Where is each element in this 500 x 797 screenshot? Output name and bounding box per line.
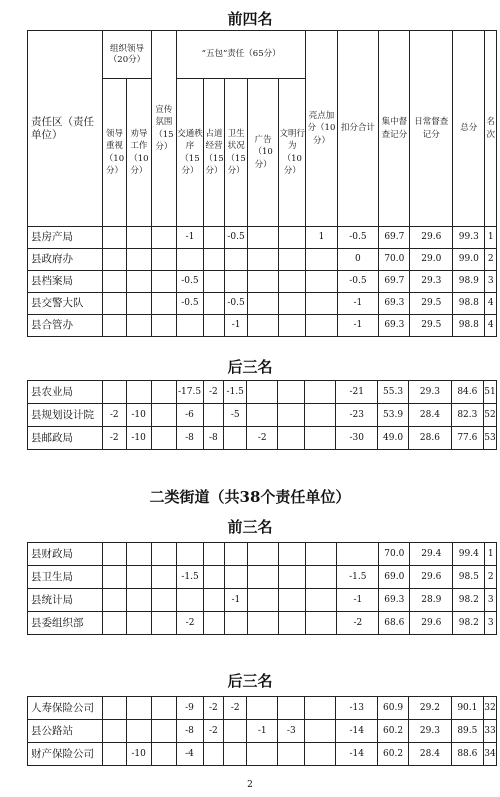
score-cell bbox=[151, 249, 176, 271]
score-cell bbox=[248, 293, 279, 315]
score-cell bbox=[306, 566, 337, 589]
score-cell bbox=[102, 720, 126, 743]
score-cell bbox=[306, 589, 337, 612]
score-cell bbox=[151, 720, 176, 743]
score-cell: 29.0 bbox=[410, 249, 453, 271]
section-title-bottom3-a: 后三名 bbox=[227, 358, 273, 376]
score-cell bbox=[127, 566, 152, 589]
score-cell: 2 bbox=[485, 566, 497, 589]
unit-name-cell: 县档案局 bbox=[28, 271, 103, 293]
header-unit: 责任区（责任单位） bbox=[28, 31, 103, 227]
score-cell: 98.8 bbox=[453, 293, 485, 315]
score-cell bbox=[248, 249, 279, 271]
score-cell: -2 bbox=[203, 381, 224, 404]
score-cell bbox=[306, 612, 337, 635]
score-cell bbox=[247, 697, 278, 720]
score-cell: -1 bbox=[337, 589, 379, 612]
unit-name-cell: 县统计局 bbox=[28, 589, 103, 612]
score-cell: 28.4 bbox=[409, 743, 452, 766]
bottom3-b-table bbox=[27, 696, 497, 766]
score-cell: -9 bbox=[176, 697, 203, 720]
score-cell: 69.3 bbox=[379, 293, 410, 315]
header-daily: 日常督查记分 bbox=[410, 31, 453, 227]
score-cell bbox=[279, 589, 306, 612]
section-title-category2: 二类街道（共38个责任单位） bbox=[149, 488, 351, 506]
unit-name-cell: 财产保险公司 bbox=[28, 743, 103, 766]
score-cell bbox=[279, 566, 306, 589]
score-cell: 28.6 bbox=[409, 427, 452, 450]
score-cell bbox=[224, 427, 247, 450]
header-ads: 广告（10分） bbox=[248, 79, 279, 227]
unit-name-cell: 县卫生局 bbox=[28, 566, 103, 589]
score-cell bbox=[103, 589, 127, 612]
header-sanitation: 卫生状况（15分） bbox=[225, 79, 248, 227]
score-cell: -1.5 bbox=[177, 566, 204, 589]
score-cell bbox=[224, 743, 247, 766]
score-cell bbox=[151, 315, 176, 337]
score-cell bbox=[203, 293, 224, 315]
table-row bbox=[28, 381, 497, 404]
score-cell bbox=[102, 227, 126, 249]
section-title-bottom3-b: 后三名 bbox=[227, 672, 273, 690]
table-row bbox=[28, 227, 497, 249]
score-cell bbox=[127, 543, 152, 566]
score-cell: 90.1 bbox=[451, 697, 483, 720]
score-cell: -0.5 bbox=[337, 271, 379, 293]
score-cell: -2 bbox=[102, 404, 126, 427]
score-cell: 98.2 bbox=[453, 612, 485, 635]
score-cell: 70.0 bbox=[379, 249, 410, 271]
score-cell: -2 bbox=[224, 697, 247, 720]
score-cell bbox=[176, 315, 203, 337]
score-cell: -1.5 bbox=[337, 566, 379, 589]
score-cell bbox=[203, 249, 224, 271]
table-row bbox=[28, 427, 497, 450]
score-cell bbox=[127, 612, 152, 635]
score-cell bbox=[278, 743, 305, 766]
score-cell: -2 bbox=[177, 612, 204, 635]
score-cell: -10 bbox=[126, 743, 151, 766]
score-cell: 99.4 bbox=[453, 543, 485, 566]
score-cell: 84.6 bbox=[451, 381, 483, 404]
header-total: 总分 bbox=[453, 31, 485, 227]
score-cell bbox=[204, 612, 225, 635]
score-cell: 29.6 bbox=[410, 227, 453, 249]
score-cell bbox=[306, 249, 337, 271]
score-cell: -23 bbox=[336, 404, 378, 427]
score-cell: 1 bbox=[485, 227, 497, 249]
table-row bbox=[28, 743, 497, 766]
top4-table bbox=[27, 30, 497, 337]
score-cell: 77.6 bbox=[451, 427, 483, 450]
bottom3-a-table bbox=[27, 380, 497, 450]
score-cell bbox=[247, 381, 278, 404]
score-cell: 99.0 bbox=[453, 249, 485, 271]
score-cell: 98.8 bbox=[453, 315, 485, 337]
score-cell: 4 bbox=[485, 315, 497, 337]
section-title-top3: 前三名 bbox=[227, 518, 273, 536]
score-cell: 4 bbox=[485, 293, 497, 315]
section-title-top4: 前四名 bbox=[227, 10, 273, 28]
table-row bbox=[28, 315, 497, 337]
score-cell: -5 bbox=[224, 404, 247, 427]
score-cell: 29.3 bbox=[410, 271, 453, 293]
score-cell bbox=[247, 743, 278, 766]
score-cell bbox=[248, 315, 279, 337]
score-cell: -8 bbox=[176, 720, 203, 743]
score-cell bbox=[177, 543, 204, 566]
score-cell: -2 bbox=[102, 427, 126, 450]
header-civil: 文明行为（10分） bbox=[279, 79, 306, 227]
score-cell bbox=[203, 743, 224, 766]
table-row bbox=[28, 612, 497, 635]
unit-name-cell: 县委组织部 bbox=[28, 612, 103, 635]
header-occupy: 占道经营（15分） bbox=[203, 79, 224, 227]
score-cell bbox=[337, 543, 379, 566]
score-cell: -1 bbox=[176, 227, 203, 249]
score-cell bbox=[203, 227, 224, 249]
score-cell bbox=[225, 249, 248, 271]
score-cell bbox=[126, 381, 151, 404]
score-cell bbox=[224, 543, 247, 566]
score-cell: -1.5 bbox=[224, 381, 247, 404]
score-cell bbox=[279, 543, 306, 566]
score-cell: 1 bbox=[485, 543, 497, 566]
header-propaganda: 宣传氛围（15分） bbox=[151, 31, 176, 227]
score-cell: 3 bbox=[485, 612, 497, 635]
score-cell bbox=[224, 612, 247, 635]
score-cell: -0.5 bbox=[225, 293, 248, 315]
score-cell: -1 bbox=[247, 720, 278, 743]
score-cell: 88.6 bbox=[451, 743, 483, 766]
score-cell bbox=[305, 720, 336, 743]
unit-name-cell: 县政府办 bbox=[28, 249, 103, 271]
score-cell: -4 bbox=[176, 743, 203, 766]
score-cell bbox=[177, 589, 204, 612]
score-cell bbox=[203, 271, 224, 293]
unit-name-cell: 县房产局 bbox=[28, 227, 103, 249]
score-cell: 3 bbox=[485, 271, 497, 293]
score-cell: 69.7 bbox=[379, 271, 410, 293]
score-cell bbox=[102, 743, 126, 766]
score-cell bbox=[204, 543, 225, 566]
score-cell bbox=[127, 589, 152, 612]
score-cell bbox=[103, 566, 127, 589]
score-cell: -30 bbox=[336, 427, 378, 450]
score-cell bbox=[151, 697, 176, 720]
score-cell: -0.5 bbox=[176, 271, 203, 293]
score-cell bbox=[306, 293, 337, 315]
score-cell: 99.3 bbox=[453, 227, 485, 249]
header-rank: 名次 bbox=[485, 31, 497, 227]
unit-name-cell: 县合管办 bbox=[28, 315, 103, 337]
score-cell bbox=[126, 293, 151, 315]
score-cell: -10 bbox=[126, 404, 151, 427]
score-cell bbox=[103, 543, 127, 566]
table-row bbox=[28, 589, 497, 612]
score-cell bbox=[305, 404, 336, 427]
score-cell bbox=[247, 612, 278, 635]
score-cell: 3 bbox=[485, 589, 497, 612]
score-cell: -1 bbox=[225, 315, 248, 337]
score-cell bbox=[126, 315, 151, 337]
score-cell bbox=[152, 612, 177, 635]
score-cell: 53 bbox=[483, 427, 496, 450]
score-cell: -14 bbox=[336, 720, 378, 743]
table-row bbox=[28, 720, 497, 743]
score-cell bbox=[305, 381, 336, 404]
score-cell: 52 bbox=[483, 404, 496, 427]
unit-name-cell: 县规划设计院 bbox=[28, 404, 103, 427]
score-cell bbox=[204, 566, 225, 589]
score-cell bbox=[306, 315, 337, 337]
score-cell: 70.0 bbox=[379, 543, 410, 566]
unit-name-cell: 人寿保险公司 bbox=[28, 697, 103, 720]
score-cell bbox=[204, 589, 225, 612]
score-cell: 0 bbox=[337, 249, 379, 271]
header-org-group: 组织领导（20分） bbox=[102, 31, 151, 79]
score-cell: -8 bbox=[176, 427, 203, 450]
score-cell bbox=[152, 589, 177, 612]
unit-name-cell: 县农业局 bbox=[28, 381, 103, 404]
score-cell: 68.6 bbox=[379, 612, 410, 635]
score-cell: 34 bbox=[483, 743, 496, 766]
score-cell: 69.3 bbox=[379, 589, 410, 612]
score-cell bbox=[102, 315, 126, 337]
score-cell bbox=[305, 697, 336, 720]
score-cell: 28.4 bbox=[409, 404, 452, 427]
score-cell: 98.5 bbox=[453, 566, 485, 589]
score-cell bbox=[152, 543, 177, 566]
header-five-group: “五包”责任（65分） bbox=[176, 31, 305, 79]
score-cell bbox=[279, 227, 306, 249]
header-deduct: 扣分合计 bbox=[337, 31, 379, 227]
score-cell: 32 bbox=[483, 697, 496, 720]
score-cell bbox=[103, 612, 127, 635]
table-row bbox=[28, 543, 497, 566]
score-cell: -21 bbox=[336, 381, 378, 404]
score-cell: -13 bbox=[336, 697, 378, 720]
score-cell: 55.3 bbox=[378, 381, 409, 404]
score-cell bbox=[203, 315, 224, 337]
score-cell bbox=[224, 720, 247, 743]
score-cell bbox=[279, 249, 306, 271]
score-cell bbox=[126, 227, 151, 249]
score-cell bbox=[305, 427, 336, 450]
score-cell: -14 bbox=[336, 743, 378, 766]
score-cell bbox=[278, 697, 305, 720]
score-cell bbox=[152, 566, 177, 589]
score-cell bbox=[151, 381, 176, 404]
score-cell: 60.9 bbox=[378, 697, 409, 720]
page-number: 2 bbox=[247, 780, 253, 790]
score-cell: -2 bbox=[337, 612, 379, 635]
score-cell: 33 bbox=[483, 720, 496, 743]
score-cell bbox=[305, 743, 336, 766]
score-cell bbox=[151, 293, 176, 315]
score-cell: -0.5 bbox=[225, 227, 248, 249]
score-cell: 69.3 bbox=[379, 315, 410, 337]
score-cell: 28.9 bbox=[410, 589, 453, 612]
unit-name-cell: 县交警大队 bbox=[28, 293, 103, 315]
score-cell: 89.5 bbox=[451, 720, 483, 743]
score-cell: -3 bbox=[278, 720, 305, 743]
score-cell bbox=[279, 293, 306, 315]
score-cell bbox=[278, 427, 305, 450]
score-cell: 29.4 bbox=[410, 543, 453, 566]
score-cell bbox=[151, 271, 176, 293]
score-cell bbox=[102, 271, 126, 293]
score-cell bbox=[279, 271, 306, 293]
score-cell: 69.7 bbox=[379, 227, 410, 249]
score-cell: -0.5 bbox=[337, 227, 379, 249]
score-cell: 29.6 bbox=[410, 612, 453, 635]
score-cell bbox=[247, 404, 278, 427]
score-cell bbox=[306, 543, 337, 566]
score-cell bbox=[248, 271, 279, 293]
score-cell bbox=[278, 404, 305, 427]
table-row bbox=[28, 249, 497, 271]
score-cell: 82.3 bbox=[451, 404, 483, 427]
score-cell: -2 bbox=[247, 427, 278, 450]
score-cell: -10 bbox=[126, 427, 151, 450]
score-cell bbox=[102, 249, 126, 271]
header-concentrated: 集中督查记分 bbox=[379, 31, 410, 227]
score-cell bbox=[102, 697, 126, 720]
score-cell: 60.2 bbox=[378, 720, 409, 743]
unit-name-cell: 县公路站 bbox=[28, 720, 103, 743]
score-cell: -2 bbox=[203, 720, 224, 743]
score-cell bbox=[102, 293, 126, 315]
score-cell: -0.5 bbox=[176, 293, 203, 315]
score-cell: 29.3 bbox=[409, 720, 452, 743]
score-cell bbox=[126, 249, 151, 271]
score-cell: -1 bbox=[224, 589, 247, 612]
score-cell bbox=[247, 566, 278, 589]
score-cell bbox=[176, 249, 203, 271]
score-cell: -8 bbox=[203, 427, 224, 450]
score-cell: -17.5 bbox=[176, 381, 203, 404]
score-cell: 1 bbox=[306, 227, 337, 249]
score-cell: 29.2 bbox=[409, 697, 452, 720]
table-row bbox=[28, 404, 497, 427]
top3-table bbox=[27, 542, 497, 635]
score-cell bbox=[203, 404, 224, 427]
score-cell: 98.9 bbox=[453, 271, 485, 293]
score-cell bbox=[278, 381, 305, 404]
score-cell: 49.0 bbox=[378, 427, 409, 450]
header-traffic: 交通秩序（15分） bbox=[176, 79, 203, 227]
score-cell bbox=[279, 612, 306, 635]
score-cell: 60.2 bbox=[378, 743, 409, 766]
score-cell: 53.9 bbox=[378, 404, 409, 427]
header-highlight: 亮点加分（10分） bbox=[306, 31, 337, 227]
score-cell bbox=[279, 315, 306, 337]
unit-name-cell: 县财政局 bbox=[28, 543, 103, 566]
unit-name-cell: 县邮政局 bbox=[28, 427, 103, 450]
header-org-lead: 领导重视（10分） bbox=[102, 79, 126, 227]
score-cell bbox=[151, 404, 176, 427]
score-cell bbox=[126, 720, 151, 743]
score-cell: 98.2 bbox=[453, 589, 485, 612]
score-cell: 51 bbox=[483, 381, 496, 404]
score-cell: 69.0 bbox=[379, 566, 410, 589]
score-cell bbox=[151, 427, 176, 450]
score-cell: -6 bbox=[176, 404, 203, 427]
table-row bbox=[28, 566, 497, 589]
score-cell bbox=[247, 589, 278, 612]
score-cell bbox=[247, 543, 278, 566]
score-cell bbox=[126, 697, 151, 720]
score-cell bbox=[306, 271, 337, 293]
score-cell: -1 bbox=[337, 315, 379, 337]
score-cell: 29.3 bbox=[409, 381, 452, 404]
score-cell bbox=[248, 227, 279, 249]
score-cell bbox=[126, 271, 151, 293]
score-cell bbox=[151, 743, 176, 766]
score-cell: -2 bbox=[203, 697, 224, 720]
score-cell: 29.5 bbox=[410, 293, 453, 315]
header-org-work: 劝导工作（10分） bbox=[126, 79, 151, 227]
score-cell: 29.6 bbox=[410, 566, 453, 589]
table-row bbox=[28, 293, 497, 315]
score-cell bbox=[102, 381, 126, 404]
score-cell: -1 bbox=[337, 293, 379, 315]
score-cell bbox=[225, 271, 248, 293]
table-row bbox=[28, 697, 497, 720]
score-cell bbox=[224, 566, 247, 589]
score-cell: 2 bbox=[485, 249, 497, 271]
table-row bbox=[28, 271, 497, 293]
score-cell bbox=[151, 227, 176, 249]
score-cell: 29.5 bbox=[410, 315, 453, 337]
